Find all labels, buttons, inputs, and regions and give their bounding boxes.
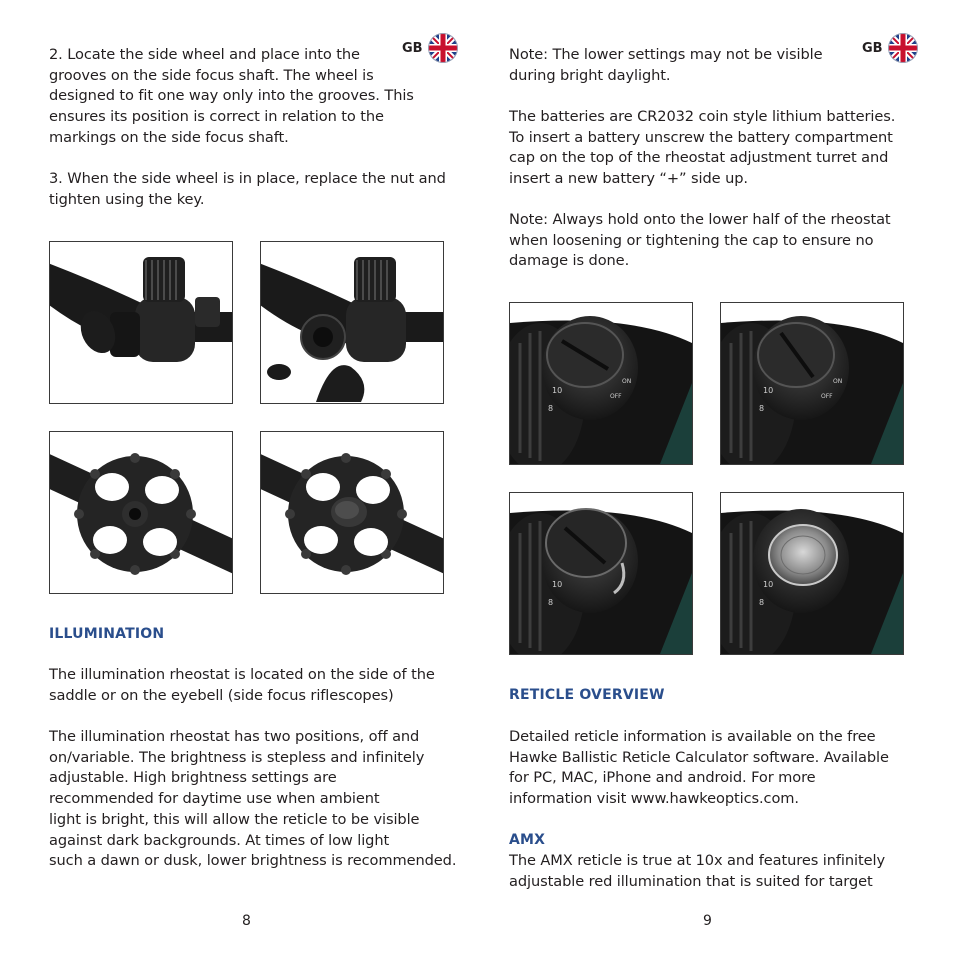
uk-flag-icon — [428, 33, 458, 63]
batteries-paragraph — [509, 107, 895, 190]
text-line: when loosening or tightening the cap to ensure no — [509, 231, 874, 249]
text-line: saddle or on the eyebell (side focus riflescopes) — [49, 686, 394, 704]
svg-text:10: 10 — [763, 580, 774, 589]
amx-paragraph — [509, 851, 885, 892]
step-3-paragraph — [49, 169, 446, 210]
text-line: insert a new battery “+” side up. — [509, 170, 748, 188]
page-number: 9 — [703, 913, 712, 929]
photo-rheostat-cap-loosened — [509, 492, 693, 655]
text-line: Note: Always hold onto the lower half of the rheostat — [509, 211, 891, 228]
right-page — [477, 0, 954, 954]
page-number: 8 — [242, 913, 251, 929]
svg-text:OFF: OFF — [821, 393, 833, 400]
text-line: The illumination rheostat has two positions, off and — [49, 728, 420, 745]
text-line: To insert a battery unscrew the battery compartment — [509, 128, 893, 146]
text-line: for PC, MAC, iPhone and android. For more — [509, 769, 816, 787]
text-line: during bright daylight. — [509, 66, 671, 84]
svg-text:10: 10 — [552, 386, 563, 395]
note-rheostat — [509, 210, 891, 272]
photo-rheostat-cap-turned — [720, 302, 904, 465]
photo-side-wheel-nut — [260, 431, 444, 594]
text-line: such a dawn or dusk, lower brightness is recommended. — [49, 852, 457, 870]
text-line: Hawke Ballistic Reticle Calculator software. Available — [509, 748, 889, 766]
language-label: GB — [862, 40, 883, 56]
text-line: grooves on the side focus shaft. The wheel is — [49, 66, 374, 84]
text-line: adjustable red illumination that is suited for target — [509, 872, 873, 890]
text-line: designed to fit one way only into the grooves. This — [49, 87, 414, 105]
photo-rheostat-cap — [509, 302, 693, 465]
text-line: 3. When the side wheel is in place, replace the nut and — [49, 170, 446, 187]
text-line: light is bright, this will allow the reticle to be visible — [49, 810, 420, 828]
illumination-paragraph-1 — [49, 665, 435, 706]
reticle-overview-paragraph — [509, 727, 889, 810]
reticle-overview-heading: RETICLE OVERVIEW — [509, 687, 665, 703]
text-line: The AMX reticle is true at 10x and features infinitely — [509, 852, 885, 869]
step-2-paragraph — [49, 45, 414, 149]
svg-text:ON: ON — [833, 378, 843, 385]
text-line: Detailed reticle information is available on the free — [509, 728, 876, 745]
svg-text:8: 8 — [759, 598, 765, 607]
svg-text:10: 10 — [552, 580, 563, 589]
uk-flag-icon — [888, 33, 918, 63]
photo-side-wheel-fitted — [49, 431, 233, 594]
illumination-paragraph-2 — [49, 727, 456, 872]
illumination-heading: ILLUMINATION — [49, 626, 165, 642]
photo-side-focus-shaft — [260, 241, 444, 404]
text-line: 2. Locate the side wheel and place into the — [49, 46, 360, 63]
svg-text:OFF: OFF — [610, 393, 622, 400]
svg-text:8: 8 — [759, 404, 765, 413]
text-line: The illumination rheostat is located on the side of the — [49, 666, 435, 683]
amx-heading: AMX — [509, 832, 546, 848]
text-line: information visit www.hawkeoptics.com. — [509, 790, 799, 808]
text-line: Note: The lower settings may not be visible — [509, 46, 823, 63]
text-line: ensures its position is correct in relation to the — [49, 108, 384, 126]
text-line: cap on the top of the rheostat adjustment turret and — [509, 149, 889, 167]
photo-battery-exposed — [720, 492, 904, 655]
svg-text:ON: ON — [622, 378, 632, 385]
text-line: against dark backgrounds. At times of low light — [49, 831, 390, 849]
svg-text:8: 8 — [548, 404, 554, 413]
text-line: damage is done. — [509, 252, 630, 270]
text-line: The batteries are CR2032 coin style lithium batteries. — [509, 108, 896, 125]
language-label: GB — [402, 40, 423, 56]
text-line: on/variable. The brightness is stepless and infinitely — [49, 748, 425, 766]
text-line: markings on the side focus shaft. — [49, 128, 289, 146]
svg-text:10: 10 — [763, 386, 774, 395]
text-line: adjustable. High brightness settings are — [49, 769, 337, 787]
note-lower-settings — [509, 45, 822, 86]
photo-side-focus-key — [49, 241, 233, 404]
text-line: recommended for daytime use when ambient — [49, 790, 380, 808]
svg-text:8: 8 — [548, 598, 554, 607]
text-line: tighten using the key. — [49, 190, 205, 208]
language-indicator — [862, 33, 918, 63]
